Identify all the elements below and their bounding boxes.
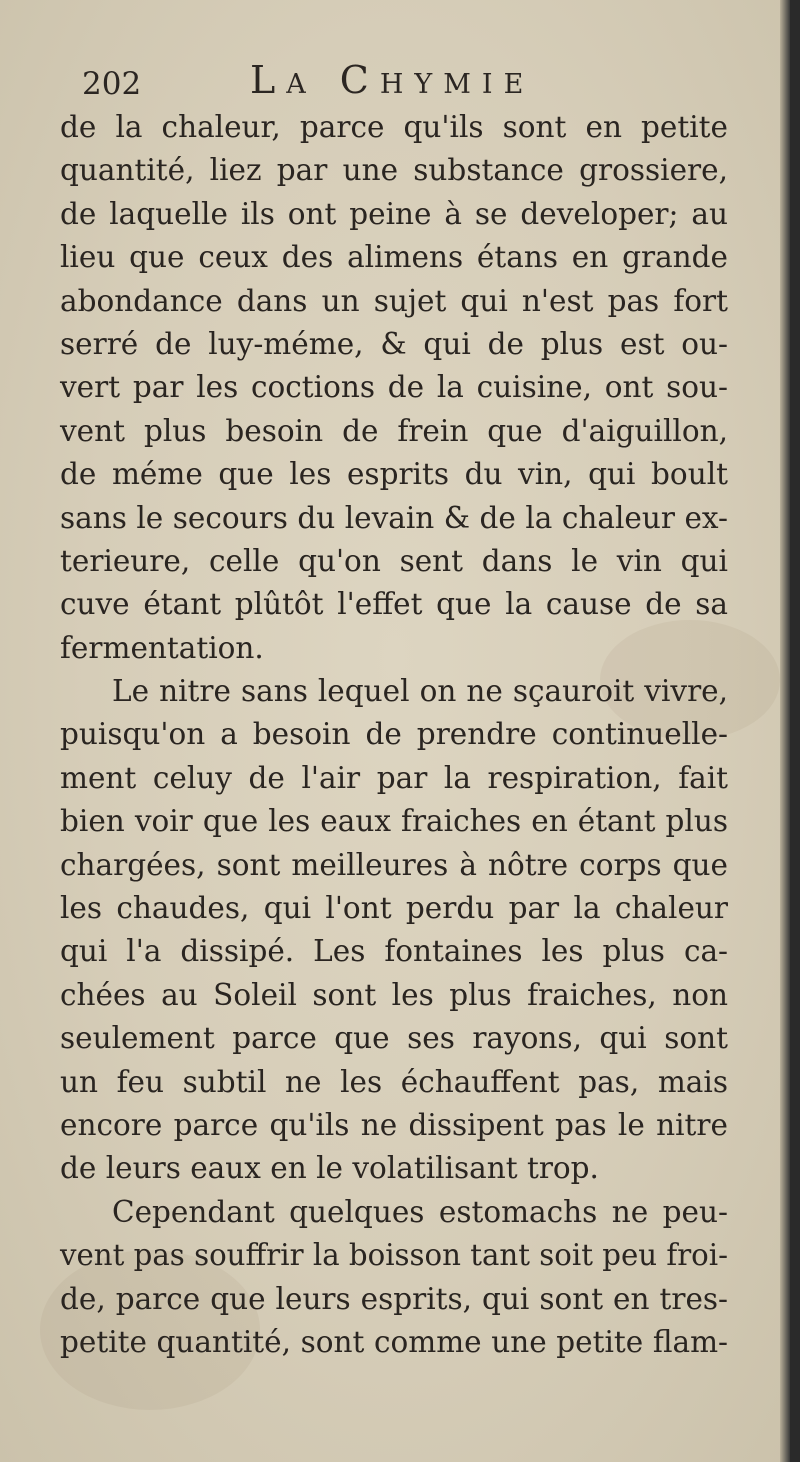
text-line: terieure, celle qu'on sent dans le vin qui [60, 543, 728, 578]
text-line: un feu subtil ne les échauffent pas, mais [60, 1064, 728, 1099]
text-line: serré de luy-méme, & qui de plus est ou- [60, 326, 729, 361]
text-line: chargées, sont meilleures à nôtre corps que [60, 847, 728, 882]
text-line: de, parce que leurs esprits, qui sont en tres- [60, 1281, 729, 1316]
text-line: sans le secours du levain & de la chaleur ex- [60, 500, 728, 535]
page-edge-shadow [780, 0, 790, 1462]
running-title: La Chymie [250, 58, 535, 102]
text-line: les chaudes, qui l'ont perdu par la chaleur [60, 891, 729, 926]
text-line: vent plus besoin de frein que d'aiguillon, [60, 413, 728, 448]
text-line: cuve étant plûtôt l'effet que la cause de sa [60, 587, 729, 622]
text-line: ment celuy de l'air par la respiration, fait [60, 760, 729, 795]
text-line: de la chaleur, parce qu'ils sont en petite [60, 110, 728, 144]
text-line: chées au Soleil sont les plus fraiches, non [60, 977, 728, 1012]
text-line: fermentation. [60, 630, 264, 665]
text-line: de laquelle ils ont peine à se developer; au [60, 196, 728, 231]
text-line: puisqu'on a besoin de prendre continuelle- [60, 717, 729, 752]
text-line: abondance dans un sujet qui n'est pas fort [60, 283, 728, 318]
text-line: quantité, liez par une substance grossiere, [60, 153, 728, 188]
text-line: bien voir que les eaux fraiches en étant plus [60, 804, 729, 839]
paragraph-first-line: Le nitre sans lequel on ne sçauroit vivre, [112, 674, 729, 709]
page-number: 202 [82, 66, 142, 102]
text-line: de méme que les esprits du vin, qui boult [60, 457, 728, 492]
text-line: qui l'a dissipé. Les fontaines les plus ca- [60, 934, 729, 969]
text-line: vent pas souffrir la boisson tant soit peu froi- [60, 1238, 728, 1273]
paragraph-first-line: Cependant quelques estomachs ne peu- [112, 1194, 728, 1229]
body-text [60, 106, 728, 1364]
text-line: seulement parce que ses rayons, qui sont [60, 1021, 728, 1056]
text-line: lieu que ceux des alimens étans en grande [60, 240, 728, 275]
text-line: de leurs eaux en le volatilisant trop. [60, 1151, 599, 1186]
page-header [82, 58, 722, 108]
text-line: petite quantité, sont comme une petite flam- [60, 1324, 729, 1359]
text-line: encore parce qu'ils ne dissipent pas le nitre [60, 1107, 728, 1142]
text-line: vert par les coctions de la cuisine, ont sou- [60, 370, 729, 405]
